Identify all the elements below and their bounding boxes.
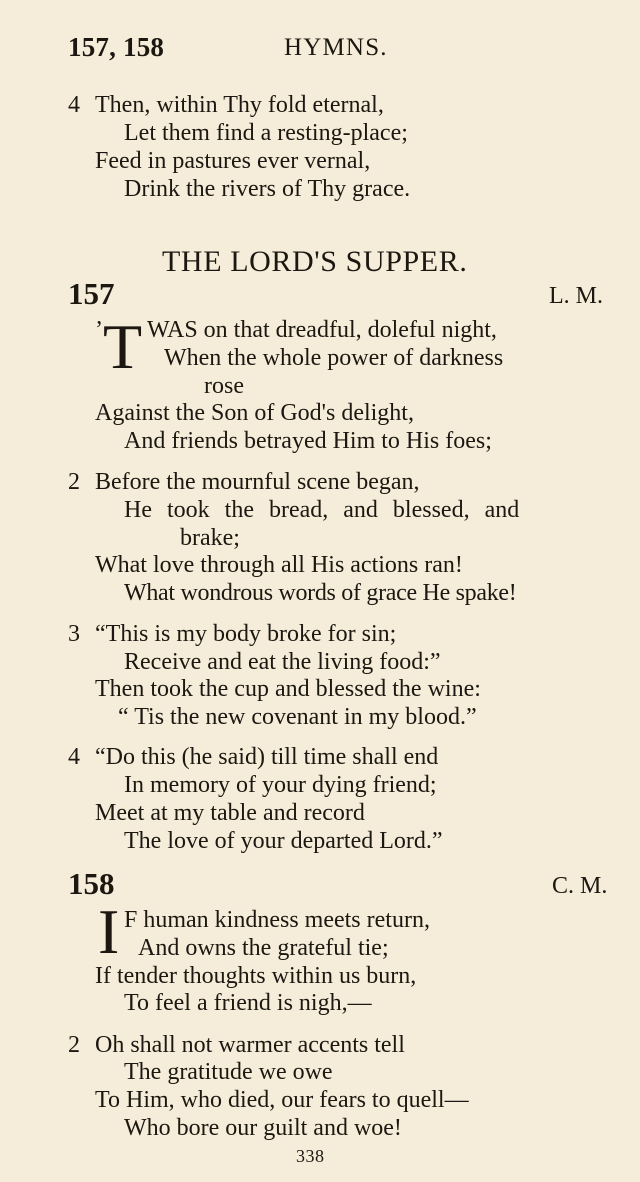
- continuation-line-3: Feed in pastures ever vernal,: [95, 148, 371, 174]
- hymn-meter-157: L. M.: [549, 283, 603, 309]
- hymn-meter-158: C. M.: [552, 873, 608, 899]
- hymn-157-stanza-1-line-2-runover: rose: [204, 373, 244, 399]
- hymn-157-stanza-1-line-4: And friends betrayed Him to His foes;: [124, 428, 492, 454]
- hymn-157-stanza-2-line-2: He took the bread, and blessed, and: [124, 497, 520, 523]
- running-head-hymn-range: 157, 158: [68, 32, 165, 62]
- section-title: THE LORD'S SUPPER.: [162, 245, 468, 278]
- running-head-title: HYMNS.: [284, 34, 388, 61]
- hymn-number-157: 157: [68, 276, 115, 311]
- hymn-158-stanza-2-line-2: The gratitude we owe: [124, 1059, 333, 1085]
- hymn-158-stanza-2-line-1: Oh shall not warmer accents tell: [95, 1032, 405, 1058]
- hymn-157-stanza-2-line-3: What love through all His actions ran!: [95, 552, 463, 578]
- hymn-158-stanza-1-line-3: If tender thoughts within us burn,: [95, 963, 417, 989]
- continuation-stanza-number: 4: [68, 92, 80, 118]
- hymn-157-stanza-1-line-2: When the whole power of darkness: [164, 345, 504, 371]
- hymn-157-stanza-4-line-3: Meet at my table and record: [95, 800, 365, 826]
- hymn-157-stanza-2-line-4: What wondrous words of grace He spake!: [124, 580, 517, 606]
- hymn-157-stanza-4-line-1: “Do this (he said) till time shall end: [95, 744, 439, 770]
- hymn-157-stanza-4-line-2: In memory of your dying friend;: [124, 772, 437, 798]
- hymn-157-stanza-2-number: 2: [68, 469, 80, 495]
- hymn-157-stanza-2-line-1: Before the mournful scene began,: [95, 469, 420, 495]
- hymn-157-stanza-3-line-3: Then took the cup and blessed the wine:: [95, 676, 481, 702]
- hymn-157-apostrophe: ’: [95, 317, 103, 343]
- hymn-157-stanza-4-number: 4: [68, 744, 80, 770]
- hymn-157-stanza-3-line-4: “ Tis the new covenant in my blood.”: [118, 704, 477, 730]
- hymn-157-stanza-2-line-2-runover: brake;: [180, 525, 240, 551]
- hymn-157-dropcap: T: [103, 311, 143, 382]
- continuation-line-4: Drink the rivers of Thy grace.: [124, 176, 411, 202]
- hymn-158-stanza-2-number: 2: [68, 1032, 80, 1058]
- hymn-157-stanza-1-line-1: WAS on that dreadful, doleful night,: [147, 317, 497, 343]
- page-number: 338: [296, 1146, 325, 1166]
- hymn-158-stanza-1-line-4: To feel a friend is nigh,—: [124, 990, 372, 1016]
- hymn-158-stanza-1-line-2: And owns the grateful tie;: [138, 935, 389, 961]
- continuation-line-1: Then, within Thy fold eternal,: [95, 92, 384, 118]
- hymn-158-stanza-2-line-4: Who bore our guilt and woe!: [124, 1115, 402, 1141]
- hymn-157-stanza-4-line-4: The love of your departed Lord.”: [124, 828, 443, 854]
- hymn-157-stanza-3-number: 3: [68, 621, 80, 647]
- hymn-number-158: 158: [68, 866, 115, 901]
- hymn-158-stanza-2-line-3: To Him, who died, our fears to quell—: [95, 1087, 469, 1113]
- hymn-157-stanza-1-line-3: Against the Son of God's delight,: [95, 400, 414, 426]
- continuation-line-2: Let them find a resting-place;: [124, 120, 408, 146]
- hymn-158-stanza-1-line-1: F human kindness meets return,: [124, 907, 430, 933]
- hymn-157-stanza-3-line-1: “This is my body broke for sin;: [95, 621, 397, 647]
- hymn-158-dropcap: I: [98, 896, 120, 967]
- hymn-157-stanza-3-line-2: Receive and eat the living food:”: [124, 649, 441, 675]
